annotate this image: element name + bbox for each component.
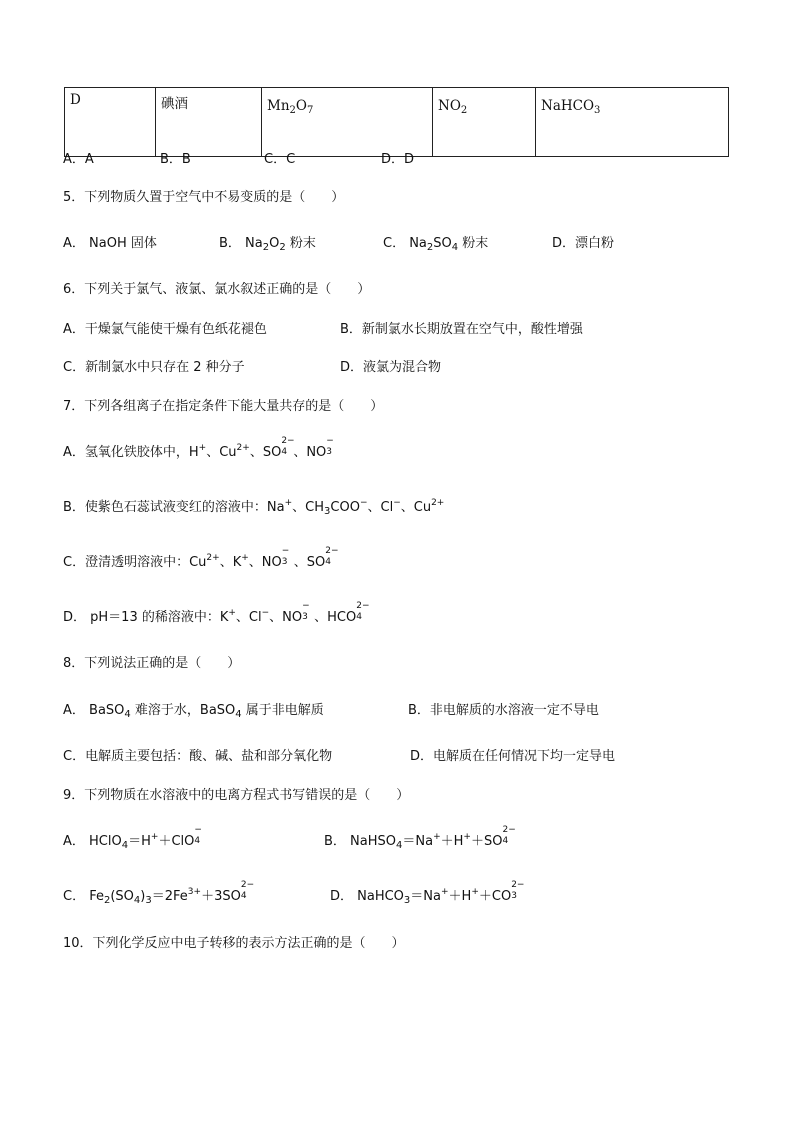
q8-option-b: B．非电解质的水溶液一定不导电 [408, 703, 599, 718]
options-table [64, 87, 729, 157]
q4-option-a: A．A [63, 152, 94, 167]
table-row [65, 88, 729, 157]
q9-option-a: A． HClO$_4$＝H+＋ClO − 4 [63, 825, 202, 851]
table-cell-oxide: $NO_2$ [433, 88, 536, 157]
q8-option-c: C．电解质主要包括：酸、碱、盐和部分氧化物 [63, 749, 333, 764]
q4-option-b: B．B [160, 152, 191, 167]
q5-stem: 5．下列物质久置于空气中不易变质的是（ ） [63, 190, 345, 205]
q9-option-b: B． NaHSO$_4$＝Na+＋H+＋SO 2− 4 [324, 825, 516, 851]
q7-option-c: C．澄清透明溶液中：$Cu^{2+}$、K+、NO − 3 、SO 2− 4 [63, 546, 339, 570]
q6-stem: 6．下列关于氯气、液氯、氯水叙述正确的是（ ） [63, 282, 371, 297]
q10-stem: 10．下列化学反应中电子转移的表示方法正确的是（ ） [63, 936, 405, 951]
q6-option-a: A．干燥氯气能使干燥有色纸花褪色 [63, 322, 267, 337]
q8-option-a: A． BaSO$_4$ 难溶于水，BaSO$_4$ 属于非电解质 [63, 703, 324, 720]
table-cell-salt: NaHCO$_3$ [536, 88, 729, 157]
q7-stem: 7．下列各组离子在指定条件下能大量共存的是（ ） [63, 399, 384, 414]
table-cell-acidic-oxide: $Mn_2O_7$ [262, 88, 433, 157]
q9-stem: 9．下列物质在水溶液中的电离方程式书写错误的是（ ） [63, 788, 410, 803]
table-cell-mixture: 碘酒 [156, 88, 262, 157]
q8-stem: 8．下列说法正确的是（ ） [63, 656, 241, 671]
q4-option-d: D．D [381, 152, 415, 167]
q6-option-d: D．液氯为混合物 [340, 360, 442, 375]
q7-option-b: B．使紫色石蕊试液变红的溶液中：Na+、$CH_3COO^-$、Cl−、$Cu^{2+}$ [63, 498, 445, 517]
q5-option-a: A． NaOH 固体 [63, 236, 157, 251]
q8-option-d: D．电解质在任何情况下均一定导电 [410, 749, 616, 764]
q5-option-d: D．漂白粉 [552, 236, 615, 251]
q5-option-c: C． $Na_2SO_4$ 粉末 [383, 236, 489, 253]
q7-option-a: A．氢氧化铁胶体中，H+、$Cu^{2+}$、SO 2− 4 、NO − 3 [63, 436, 334, 460]
q6-option-c: C．新制氯水中只存在 2 种分子 [63, 360, 245, 375]
q9-option-c: C． $Fe_2(SO_4)_3=2Fe^{3+}+3SO$ 2− 4 [63, 880, 255, 906]
q6-option-b: B．新制氯水长期放置在空气中，酸性增强 [340, 322, 583, 337]
table-cell-label: D [65, 88, 156, 157]
q5-option-b: B． $Na_2O_2$ 粉末 [219, 236, 316, 253]
q9-option-d: D． NaHCO$_3$＝Na+＋H+＋CO 2− 3 [330, 880, 525, 906]
q7-option-d: D． pH＝13 的稀溶液中：K+、Cl−、NO − 3 、HCO 2− 4 [63, 601, 370, 625]
q4-option-c: C．C [264, 152, 296, 167]
